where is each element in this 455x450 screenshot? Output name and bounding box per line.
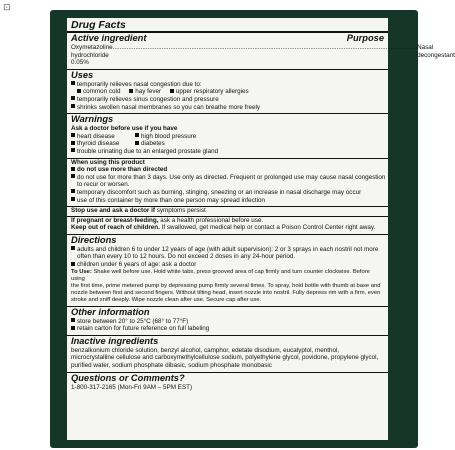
- purpose-heading: Purpose: [346, 33, 384, 43]
- warnings-heading: Warnings: [71, 114, 114, 125]
- active-ingredient-row: Oxymetazoline hydrochloride 0.05% .............................................................................................................................................................................. Nasal decongestant: [71, 44, 455, 67]
- active-ingredient-heading: Active ingredient: [71, 33, 147, 43]
- stop-use-line: Stop use and ask a doctor if symptoms persist: [71, 207, 206, 215]
- uses-item: temporarily relieves sinus congestion and pressure: [67, 96, 388, 104]
- inactive-list: benzalkonium chloride solution, benzyl alcohol, camphor, edetate disodium, eucalyptol, menthol, microcrystalline cellulose and carboxymethylcellulose sodium, polyethylene glycol, povidone, propylene glycol, purified water, sodium phosphate dibasic, sodium phosphate monobasic: [71, 346, 379, 370]
- other-info-item: store between 20° to 25°C (68° to 77°F): [67, 318, 388, 326]
- warning-item: do not use for more than 3 days. Use only as directed. Frequent or prolonged use may cause nasal congestion: [67, 174, 388, 182]
- to-use-instructions: To Use: Shake well before use. Hold white tabs, press grooved area of cap firmly and turn counter clockwise. Before using the first time, prime metered pump by depressing pump firmly several times. To spray, hold bottle with thumb at base and nozzle between first and second fingers. Without tilting head, insert nozzle into nostril. Fully depress rim with a firm, even stroke and sniff deeply. Wipe nozzle clean after use. Secure cap after use.: [71, 268, 381, 303]
- uses-heading: Uses: [71, 69, 94, 80]
- warning-item: do not use more than directed: [67, 166, 388, 174]
- active-ingredient-purpose: Nasal decongestant: [417, 44, 455, 59]
- keep-out-line: Keep out of reach of children. If swallowed, get medical help or contact a Poison Control Center right away.: [71, 224, 376, 232]
- questions-heading: Questions or Comments?: [71, 372, 185, 383]
- condition-row: thyroid disease diabetes: [67, 140, 388, 148]
- drug-facts-panel: [67, 18, 455, 440]
- direction-item: children under 6 years of age: ask a doctor: [67, 261, 388, 269]
- inactive-heading: Inactive ingredients: [71, 335, 159, 346]
- questions-phone: 1-800-317-2165 (Mon-Fri 9AM – 5PM EST): [71, 383, 193, 391]
- package-box: [50, 10, 455, 448]
- panel-title: Drug Facts: [71, 19, 126, 31]
- warning-item: temporary discomfort such as burning, stinging, sneezing or an increase in nasal discharge may occur: [67, 189, 388, 197]
- corner-mark: ⊡: [3, 2, 11, 12]
- pregnancy-line: If pregnant or breast-feeding, ask a health professional before use.: [71, 216, 264, 224]
- warning-item-cont: to recur or worsen.: [77, 181, 130, 189]
- uses-item: shrinks swollen nasal membranes so you can breathe more freely: [67, 104, 388, 112]
- condition-row: heart disease high blood pressure: [67, 133, 388, 141]
- uses-subitems: common cold hay fever upper respiratory allergies: [67, 88, 388, 96]
- when-using-heading: When using this product: [71, 158, 145, 166]
- active-ingredient-header: [67, 33, 388, 44]
- warning-item: use of this container by more than one person may spread infection: [67, 197, 388, 205]
- other-info-heading: Other information: [71, 306, 150, 317]
- uses-item: temporarily relieves nasal congestion due to:: [67, 81, 388, 89]
- directions-heading: Directions: [71, 234, 117, 245]
- ask-doctor-heading: Ask a doctor before use if you have: [71, 125, 178, 133]
- direction-item-cont: often than every 10 to 12 hours. Do not exceed 2 doses in any 24-hour period.: [77, 253, 296, 261]
- other-info-item: retain carton for future reference on full labeling: [67, 325, 388, 333]
- direction-item: adults and children 6 to under 12 years of age (with adult supervision): 2 or 3 sprays in each nostril not more: [67, 246, 388, 254]
- active-ingredient-name: Oxymetazoline hydrochloride 0.05%: [71, 44, 113, 67]
- condition-row: trouble urinating due to an enlarged prostate gland: [67, 148, 388, 156]
